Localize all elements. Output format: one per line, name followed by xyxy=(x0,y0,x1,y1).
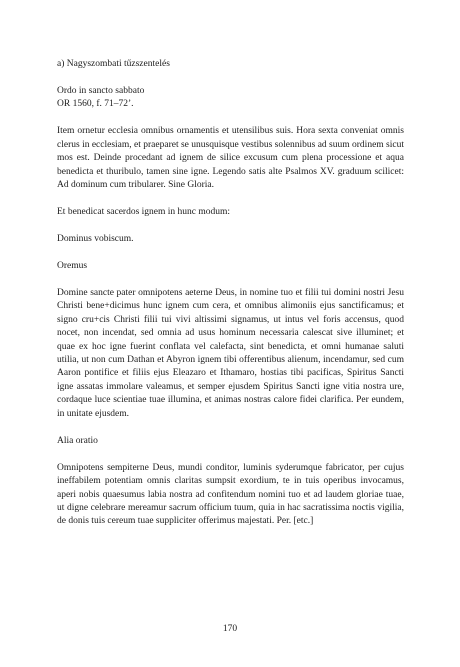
source-folio: OR 1560, f. 71–72’. xyxy=(57,99,134,110)
domine-sancte-prayer: Domine sancte pater omnipotens aeterne Deus, in nomine tuo et filii tui domini nostri Jesu Christi bene+dicimus hunc ignem cum cera, et omnibus alimoniis ejus sanctificamus; et signo cru+cis Christi filii tui vivi altissimi signamus, ut intus vel foris accensus, quod nocet, non incendat, sed omnia ad usus hominum necessaria calescat sive illuminet; et quae ex hoc igne fuerint conflata vel calefacta, sint benedicta, et omni humanae saluti utilia, ut non cum Dathan et Abyron ignem tibi offerentibus alienum, incendamur, sed cum Aaron pontifice et filiis ejus Eleazaro et Ithamaro, hostias tibi pacificas, Spiritus Sancti igne assatas immolare valeamus, et semper ejusdem Spiritus Sancti igne vitia nostra ure, cordaque luce scientiae tuae illumina, et animas nostras calore fidei clarifica. Per eundem, in unitate ejusdem. xyxy=(57,288,404,419)
section-heading: a) Nagyszombati tűzszentelés xyxy=(57,59,170,69)
source-title: Ordo in sancto sabbato xyxy=(57,86,145,96)
omnipotens-prayer: Omnipotens sempiterne Deus, mundi conditor, luminis syderumque fabricator, per cujus ineffabilem potentiam omnis claritas sumpsit exordium, te in tuis operibus invocamus, aperi nobis quaesumus labia nostra ad confitendum nomini tuo et ad laudem gloriae tuae, ut digne celebrare mereamur sacrum officium tuum, quia in hac sacratissima noctis vigilia, de donis tuis cereum tuae suppliciter offerimus majestati. Per. [etc.] xyxy=(57,462,404,527)
page-number: 170 xyxy=(222,624,238,634)
oremus-heading: Oremus xyxy=(57,261,88,272)
alia-oratio-heading: Alia oratio xyxy=(57,435,98,446)
page-body xyxy=(57,58,404,542)
source-reference xyxy=(57,85,404,112)
intro-paragraph: Item ornetur ecclesia omnibus ornamentis et utensilibus suis. Hora sexta conveniat omnis clerus in ecclesiam, et praeparet se unusquisque vestibus solennibus ad suum ordinem sicut mos est. Deinde procedant ad ignem de silice excusum cum plena processione et aqua benedicta et thuribulo, tamen sine igne. Legendo satis alte Psalmos XV. graduum scilicet: Ad dominum cum tribularer. Sine Gloria. xyxy=(57,126,404,191)
dominus-vobiscum-paragraph: Dominus vobiscum. xyxy=(57,234,134,245)
benedicat-paragraph: Et benedicat sacerdos ignem in hunc modum: xyxy=(57,207,231,218)
